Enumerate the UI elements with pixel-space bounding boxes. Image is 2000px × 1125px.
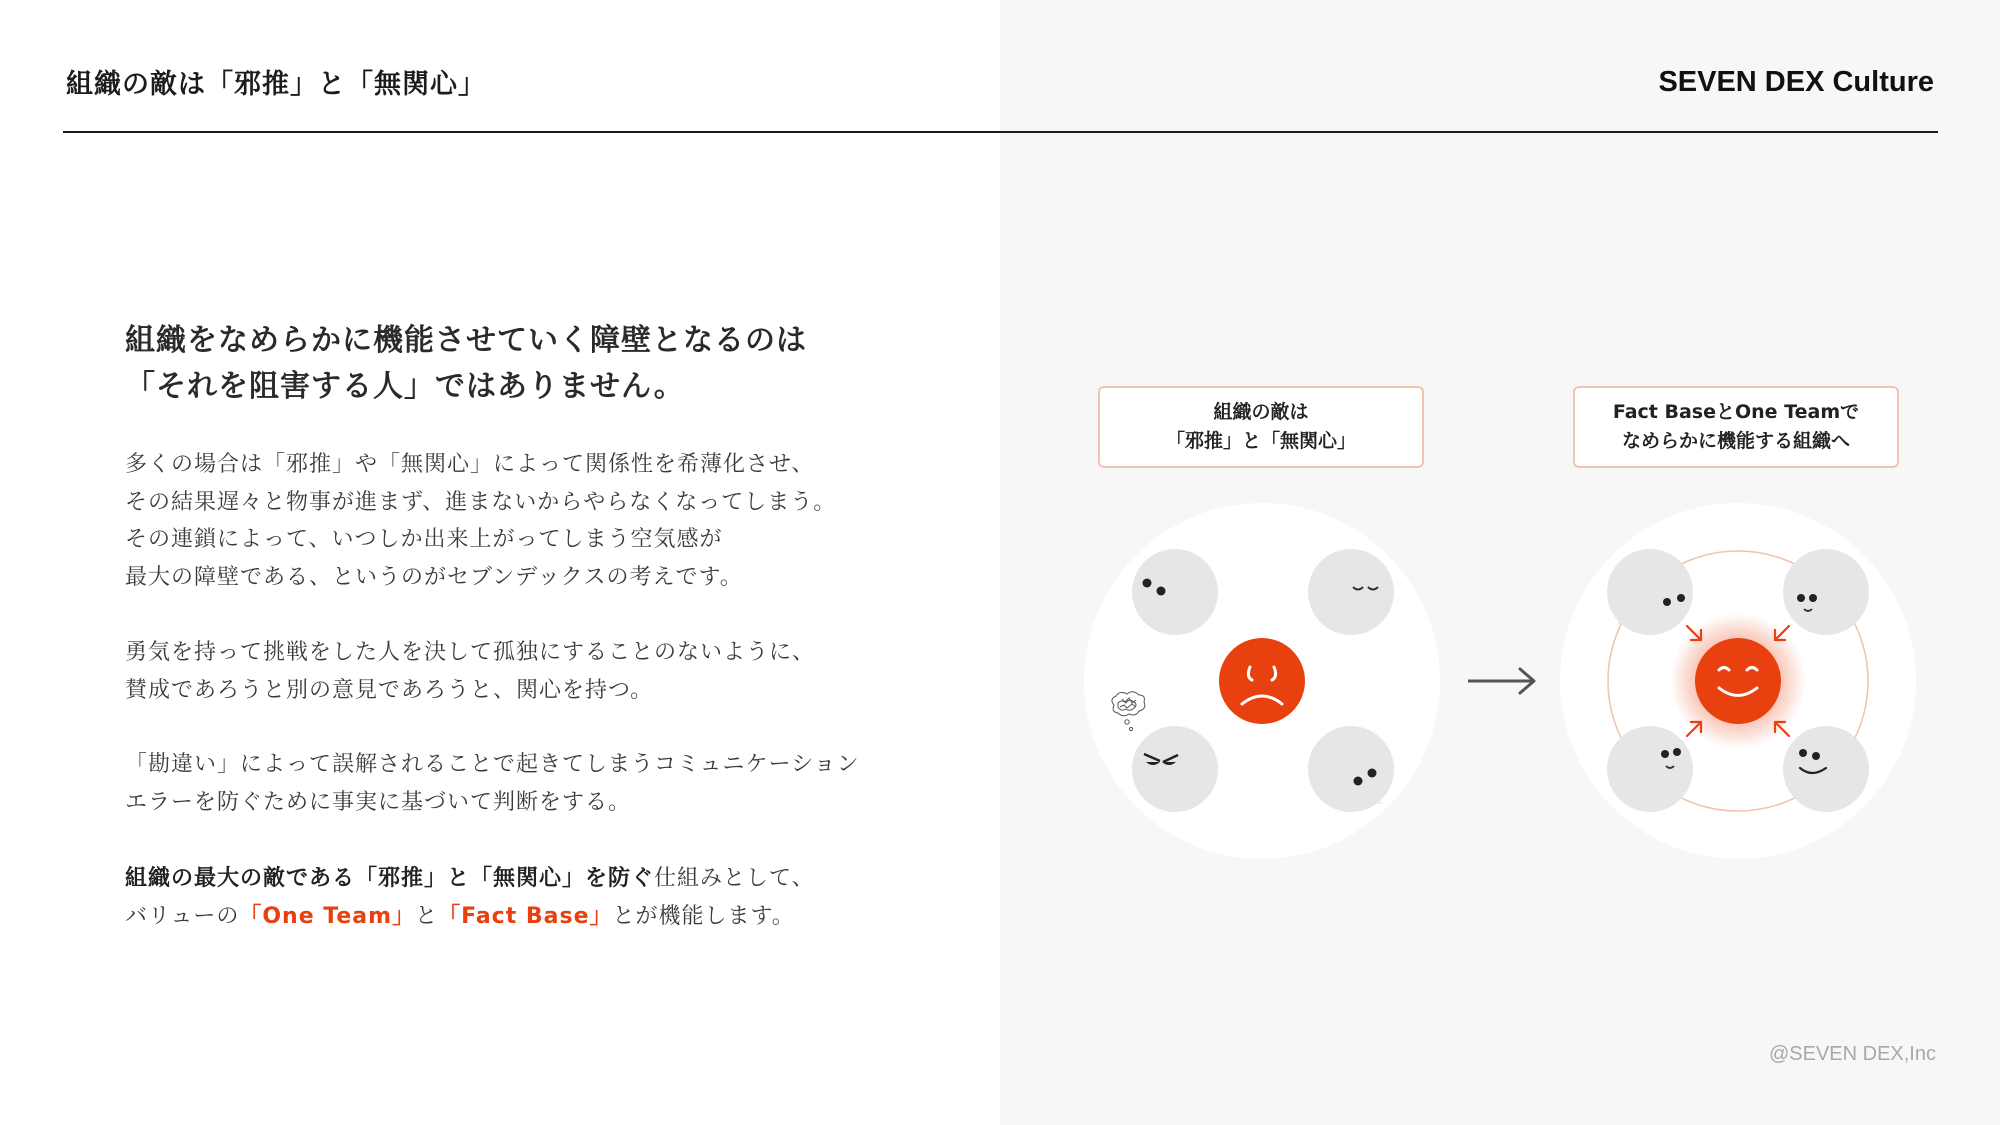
page-title: 組織の敵は「邪推」と「無関心」: [66, 69, 486, 100]
paragraph-3: [125, 746, 860, 821]
paragraph-2-line: 賛成であろうと別の意見であろうと、関心を持つ。: [125, 677, 654, 703]
organization-diagram: [1070, 495, 1950, 875]
sleepy-face-icon: [1308, 549, 1394, 635]
sad-center-face-icon: [1219, 638, 1305, 724]
listening-face-icon: [1607, 726, 1693, 812]
paragraph-2: [125, 634, 815, 709]
brand-label: SEVEN DEX Culture: [1658, 66, 1934, 98]
curious-face-icon: [1607, 549, 1693, 635]
happy-center-face-icon: [1695, 638, 1781, 724]
paragraph-3-line: 「勘違い」によって誤解されることで起きてしまうコミュニケーション: [125, 752, 860, 777]
paragraph-4-suffix: とが機能します。: [612, 903, 795, 929]
grumpy-face-icon: [1132, 726, 1218, 812]
value-one-team: 「One Team」: [239, 903, 416, 929]
left-organization-illustration: [1084, 503, 1440, 859]
looking-away-face-icon: [1308, 726, 1394, 812]
paragraph-1: [125, 446, 836, 596]
right-diagram-label: [1573, 386, 1899, 468]
suspicious-face-icon: [1132, 549, 1218, 635]
paragraph-4-bold: 組織の最大の敵である「邪推」と「無関心」を防ぐ: [125, 866, 655, 891]
paragraph-1-line: 最大の障壁である、というのがセブンデックスの考えです。: [125, 564, 743, 590]
left-diagram-label: [1098, 386, 1424, 468]
attentive-face-icon: [1783, 549, 1869, 635]
paragraph-3-line: エラーを防ぐために事実に基づいて判断をする。: [125, 789, 632, 815]
headline-line-1: 組織をなめらかに機能させていく障壁となるのは: [125, 323, 807, 358]
smiling-face-icon: [1783, 726, 1869, 812]
paragraph-4-line-1: [125, 860, 815, 898]
header-divider: [63, 131, 1938, 133]
transition-arrow-icon: [1468, 669, 1534, 693]
left-label-line-1: 組織の敵は: [1213, 401, 1309, 423]
paragraph-1-line: その結果遅々と物事が進まず、進まないからやらなくなってしまう。: [125, 489, 837, 515]
left-label-line-2: 「邪推」と「無関心」: [1165, 430, 1356, 452]
paragraph-1-line: その連鎖によって、いつしか出来上がってしまう空気感が: [125, 527, 723, 552]
paragraph-4-rest: 仕組みとして、: [654, 866, 815, 891]
paragraph-4-line-2: [125, 898, 815, 936]
copyright: @SEVEN DEX,Inc: [1768, 1043, 1936, 1065]
paragraph-4-prefix: バリューの: [125, 903, 240, 929]
right-organization-illustration: [1560, 503, 1916, 859]
paragraph-2-line: 勇気を持って挑戦をした人を決して孤独にすることのないように、: [125, 640, 816, 665]
headline-line-2: 「それを阻害する人」ではありません。: [125, 369, 685, 404]
paragraph-4-connector: と: [415, 903, 439, 929]
value-fact-base: 「Fact Base」: [438, 903, 613, 929]
headline: [125, 318, 807, 410]
right-label-line-2: なめらかに機能する組織へ: [1621, 430, 1850, 452]
right-label-line-1: Fact BaseとOne Teamで: [1612, 401, 1860, 423]
paragraph-1-line: 多くの場合は「邪推」や「無関心」によって関係性を希薄化させ、: [125, 452, 815, 477]
paragraph-4: [125, 860, 815, 935]
